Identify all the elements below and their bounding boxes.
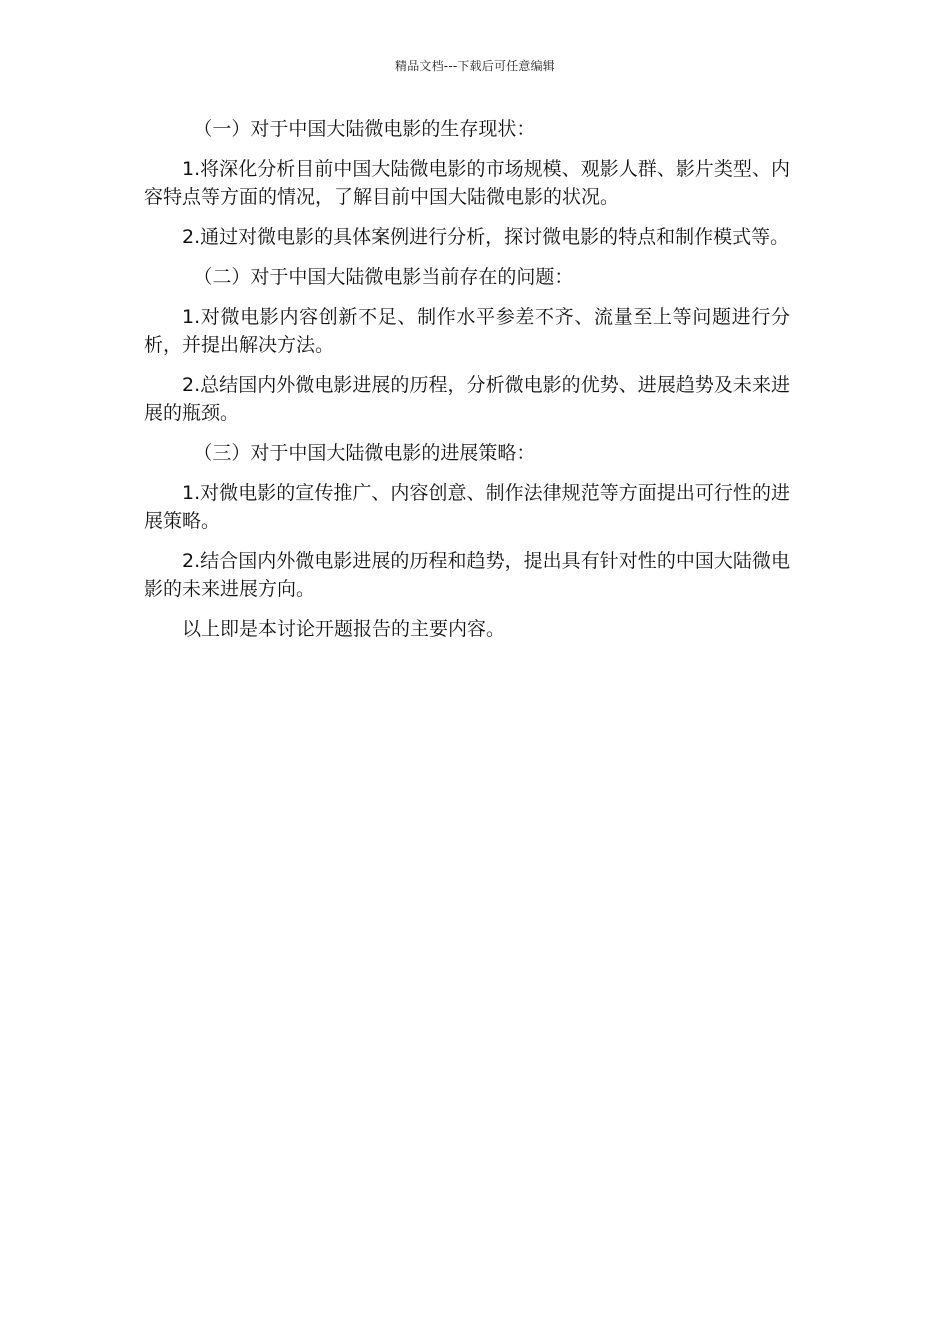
document-body bbox=[144, 115, 790, 655]
section-heading-1: （一）对于中国大陆微电影的生存现状： bbox=[193, 118, 536, 140]
closing-paragraph: 以上即是本讨论开题报告的主要内容。 bbox=[182, 618, 506, 640]
paragraph-2-1: 1.对微电影内容创新不足、制作水平参差不齐、流量至上等问题进行分析，并提出解决方法。 bbox=[144, 306, 790, 356]
paragraph-3-2: 2.结合国内外微电影进展的历程和趋势，提出具有针对性的中国大陆微电影的未来进展方向。 bbox=[144, 550, 790, 600]
paragraph-3-1: 1.对微电影的宣传推广、内容创意、制作法律规范等方面提出可行性的进展策略。 bbox=[144, 482, 790, 532]
page-header: 精品文档---下载后可任意编辑 bbox=[395, 59, 555, 73]
paragraph-1-2: 2.通过对微电影的具体案例进行分析，探讨微电影的特点和制作模式等。 bbox=[182, 226, 790, 248]
section-heading-3: （三）对于中国大陆微电影的进展策略： bbox=[193, 442, 536, 464]
paragraph-1-1: 1.将深化分析目前中国大陆微电影的市场规模、观影人群、影片类型、内容特点等方面的情况，了解目前中国大陆微电影的状况。 bbox=[144, 158, 790, 208]
section-heading-2: （二）对于中国大陆微电影当前存在的问题： bbox=[193, 266, 574, 288]
paragraph-2-2: 2.总结国内外微电影进展的历程，分析微电影的优势、进展趋势及未来进展的瓶颈。 bbox=[144, 374, 790, 424]
